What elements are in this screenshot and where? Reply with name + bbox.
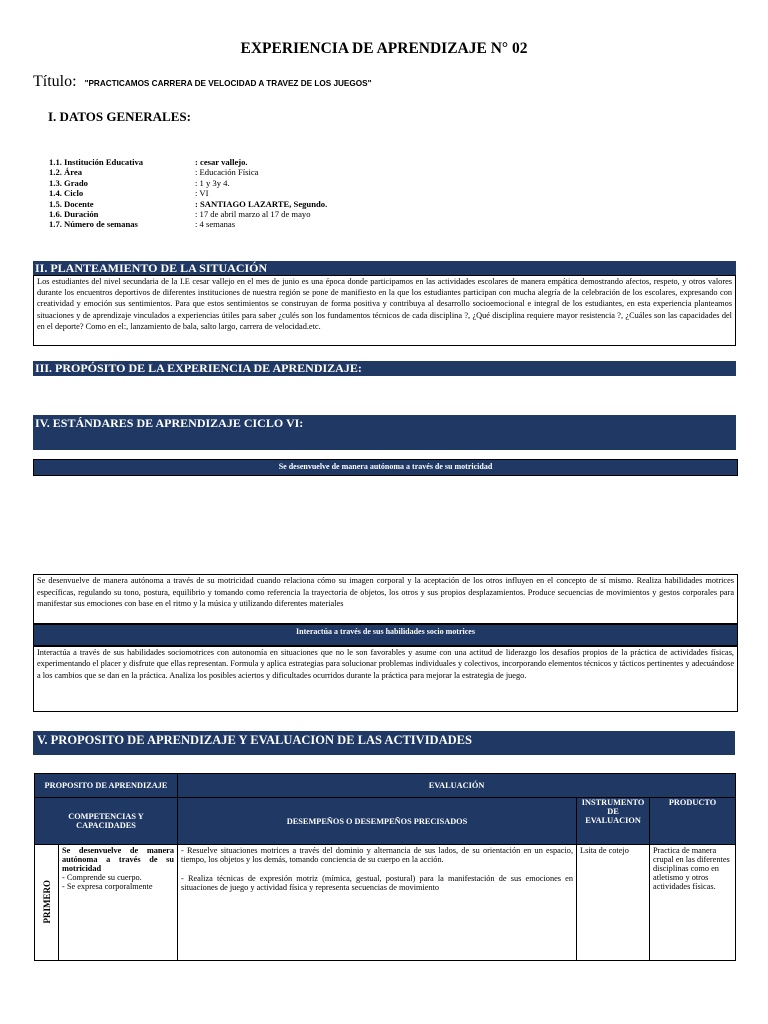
datos-item-value: : Educación Física	[195, 167, 259, 178]
competencia-1-text: Se desenvuelve de manera autónoma a través de su motricidad cuando relaciona cómo su imagen corporal y la aceptación de los otros influyen en el concepto de sí mismo. Realiza habilidades motrices específicas, regulando su tono, postura, equilibrio y tomando como referencia la trayectoria de objetos, los otros y sus propios desplazamientos. Produce secuencias de movimientos y gestos corporales para manifestar sus emociones con base en el ritmo y la música y utilizando diferentes materiales	[33, 574, 738, 624]
estandares-heading: IV. ESTÁNDARES DE APRENDIZAJE CICLO VI:	[33, 415, 736, 450]
titulo-label: Título:	[33, 73, 77, 90]
datos-item-label: 1.5. Docente	[49, 198, 94, 209]
datos-item	[49, 157, 327, 167]
header-competencias: COMPETENCIAS Y CAPACIDADES	[35, 798, 178, 845]
competencia-name: Se desenvuelve de manera autónoma a través de su motricidad	[62, 846, 175, 873]
header-producto: PRODUCTO	[650, 798, 736, 845]
seccion-5-heading: V. PROPOSITO DE APRENDIZAJE Y EVALUACION DE LAS ACTIVIDADES	[33, 731, 735, 755]
datos-item-value: : 4 semanas	[195, 219, 236, 230]
competencia-2-text: Interactúa a través de sus habilidades sociomotrices con autonomía en situaciones que no le son favorables y asume con una actitud de liderazgo los desafíos propios de la práctica de actividades físicas, experimentando el placer y disfrute que ellas representan. Formula y aplica estrategias para solucionar problemas individuales y colectivos, incorporando elementos técnicos y tácticos pertinentes y adecuándose a los cambios que se dan en la práctica. Analiza los posibles aciertos y dificultades ocurridos durante la práctica para mejorar la estrategia de juego.	[33, 646, 738, 712]
datos-item	[49, 167, 327, 177]
header-evaluacion: EVALUACIÓN	[178, 774, 736, 798]
document-title: EXPERIENCIA DE APRENDIZAJE N° 02	[240, 40, 528, 57]
planteamiento-text: Los estudiantes del nivel secundaria de la I.E cesar vallejo en el mes de junio es una época donde participamos en las actividades escolares de manera empática demostrando afectos, respeto, y otros valores durante los encuentros deportivos de diferentes instituciones de nuestra región se pone de manifiesto en la que los estudiantes participan con mucha alegría de la celebración de los escolares, expresando con creatividad y emoción sus sentimientos. Para que estos sentimientos se construyan de forma positiva y contribuya al desarrollo socioemocional e integral de los estudiantes, en esta experiencia planteamos situaciones y de aprendizaje vinculados a experiencias útiles para saber ¿culés son los fundamentos técnicos de cada disciplina ?, ¿Qué disciplina requiere mayor resistencia ?, ¿Cuáles son las capacidades del en el deporte? Como en el:, lanzamiento de bala, salto largo, carrera de velocidad.etc.	[33, 275, 736, 346]
datos-generales-list	[49, 157, 327, 230]
header-instrumento: INSTRUMENTO DE EVALUACION	[577, 798, 650, 845]
datos-item	[49, 178, 327, 188]
competencia-cell	[59, 845, 178, 961]
datos-item-value: : 17 de abril marzo al 17 de mayo	[195, 209, 311, 220]
desempenos-cell	[178, 845, 577, 961]
datos-item	[49, 199, 327, 209]
nivel-cell	[35, 845, 59, 961]
datos-item-value: : cesar vallejo.	[195, 157, 248, 167]
datos-item-value: : VI	[195, 188, 209, 199]
datos-item-label: 1.1. Institución Educativa	[49, 157, 144, 167]
desempeno-2: - Realiza técnicas de expresión motriz (mímica, gestual, postural) para la manifestación de sus emociones en situaciones de juego y actividad física y representa secuencias de movimiento	[181, 874, 574, 892]
datos-item	[49, 209, 327, 219]
instrumento-cell: Lsita de cotejo	[577, 845, 650, 961]
datos-item	[49, 219, 327, 229]
datos-item-value: : 1 y 3y 4.	[195, 177, 230, 188]
titulo-value: "PRACTICAMOS CARRERA DE VELOCIDAD A TRAVEZ DE LOS JUEGOS"	[84, 79, 372, 88]
header-proposito: PROPOSITO DE APRENDIZAJE	[35, 774, 178, 798]
datos-item	[49, 188, 327, 198]
datos-item-label: 1.3. Grado	[49, 177, 88, 188]
datos-item-label: 1.4. Ciclo	[49, 188, 84, 199]
datos-item-value: : SANTIAGO LAZARTE, Segundo.	[195, 198, 328, 209]
producto-cell: Practica de manera crupal en las diferentes disciplinas como en atletismo y otros actividades físicas.	[650, 845, 736, 961]
datos-generales-heading: I. DATOS GENERALES:	[48, 109, 191, 124]
datos-item-label: 1.6. Duración	[49, 209, 99, 220]
competencia-1-title: Se desenvuelve de manera autónoma a través de su motricidad	[33, 459, 738, 476]
desempeno-1: - Resuelve situaciones motrices a través del dominio y alternancia de sus lados, de su orientación en un espacio, tiempo, los objetos y los demás, tomando conciencia de su cuerpo en la acción.	[181, 846, 574, 864]
proposito-heading: III. PROPÓSITO DE LA EXPERIENCIA DE APRENDIZAJE:	[33, 361, 736, 376]
planteamiento-heading: II. PLANTEAMIENTO DE LA SITUACIÓN	[33, 261, 736, 275]
nivel-label: PRIMERO	[41, 879, 52, 924]
capacidad-1: - Comprende su cuerpo.	[62, 873, 142, 882]
titulo-line	[33, 73, 371, 91]
capacidad-2: - Se expresa corporalmente	[62, 882, 153, 891]
competencia-2-title: Interactúa a través de sus habilidades socio motrices	[33, 624, 738, 646]
header-desempenos: DESEMPEÑOS O DESEMPEÑOS PRECISADOS	[178, 798, 577, 845]
datos-item-label: 1.2. Área	[49, 167, 83, 178]
evaluation-table	[34, 773, 736, 961]
datos-item-label: 1.7. Número de semanas	[49, 219, 138, 230]
